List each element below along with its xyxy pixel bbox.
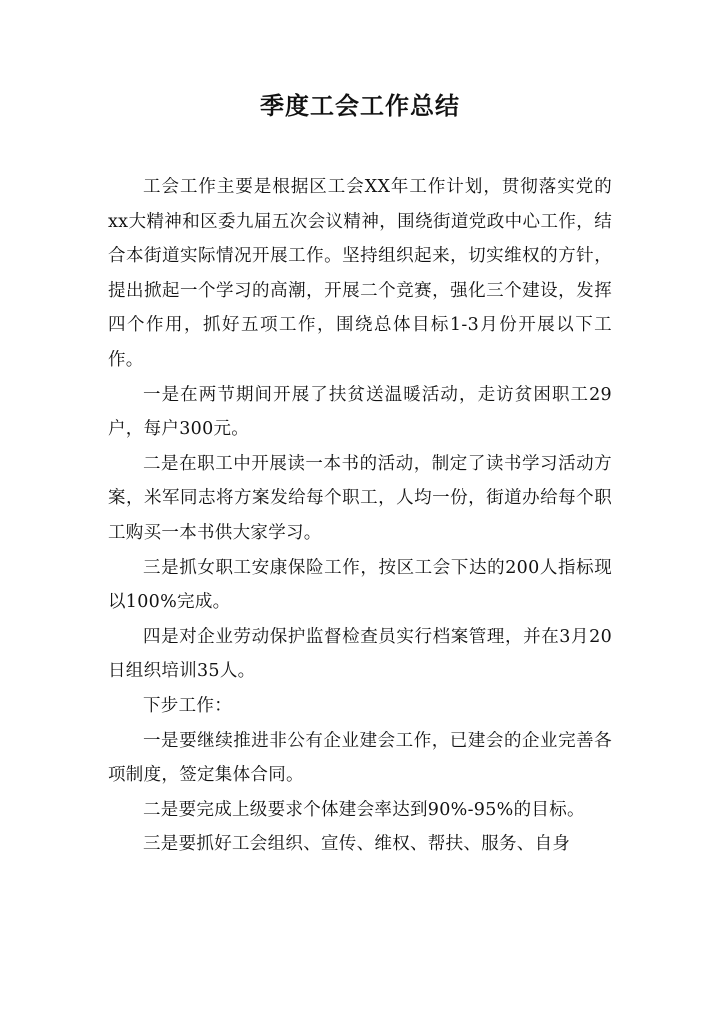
paragraph-item-3: 三是抓女职工安康保险工作，按区工会下达的200人指标现以100%完成。 <box>108 557 612 613</box>
paragraph-intro: 工会工作主要是根据区工会XX年工作计划，贯彻落实党的xx大精神和区委九届五次会议精神，围绕街道党政中心工作，结合本街道实际情况开展工作。坚持组织起来，切实维权的方针，提出掀起一个学习的高潮，开展二个竞赛，强化三个建设，发挥四个作用，抓好五项工作，围绕总体目标1-3月份开展以下工作。 <box>108 177 612 370</box>
paragraph-item-1: 一是在两节期间开展了扶贫送温暖活动，走访贫困职工29户，每户300元。 <box>108 384 612 440</box>
paragraph-next-step-1: 一是要继续推进非公有企业建会工作，已建会的企业完善各项制度，签定集体合同。 <box>108 730 612 786</box>
paragraph-item-4: 四是对企业劳动保护监督检查员实行档案管理，并在3月20日组织培训35人。 <box>108 626 612 682</box>
document-body <box>108 170 612 862</box>
paragraph-item-2: 二是在职工中开展读一本书的活动，制定了读书学习活动方案，米军同志将方案发给每个职工，人均一份，街道办给每个职工购买一本书供大家学习。 <box>108 453 612 543</box>
paragraph-next-step-2: 二是要完成上级要求个体建会率达到90%-95%的目标。 <box>143 799 585 820</box>
paragraph-next-step-3: 三是要抓好工会组织、宣传、维权、帮扶、服务、自身 <box>143 834 571 855</box>
document-title: 季度工会工作总结 <box>260 92 460 120</box>
paragraph-next-steps-heading: 下步工作： <box>143 695 232 716</box>
